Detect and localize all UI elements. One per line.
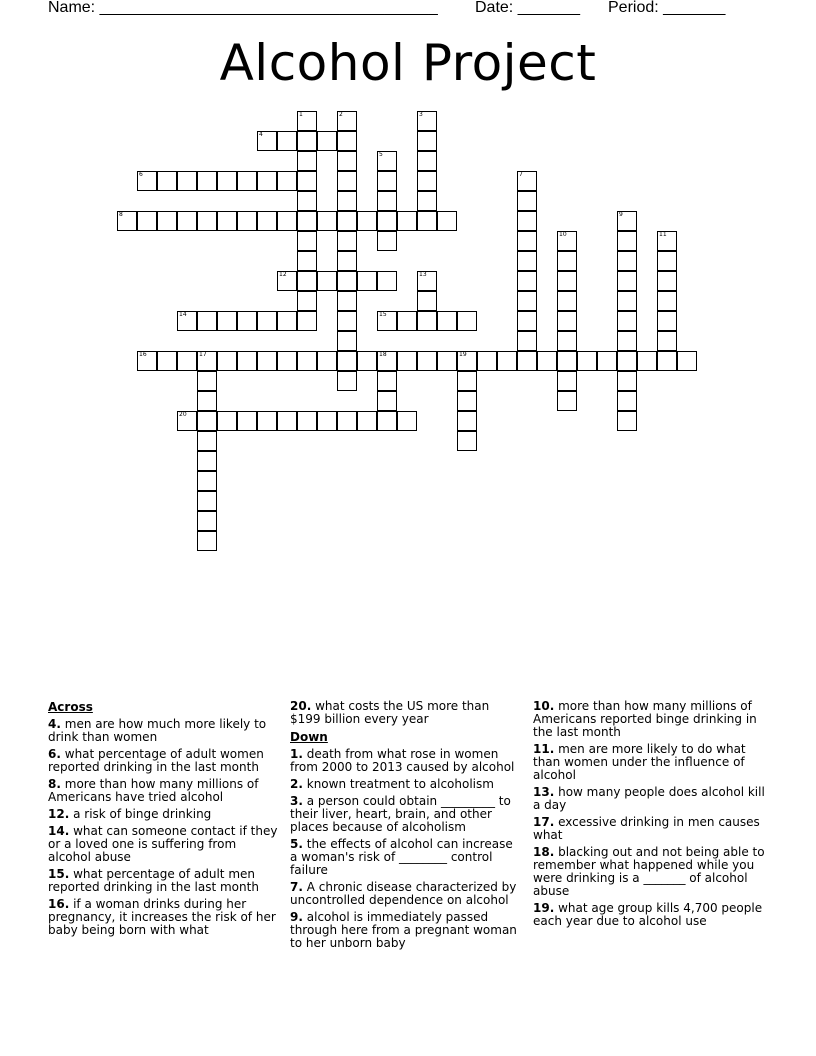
clue-text: the effects of alcohol can increase a woman's risk of ________ control failure [290,837,513,877]
crossword-cell[interactable] [157,351,177,371]
crossword-cell[interactable] [617,351,637,371]
crossword-cell[interactable] [617,411,637,431]
crossword-cell[interactable] [517,251,537,271]
clue-item [290,748,522,774]
crossword-cell[interactable] [197,431,217,451]
clue-item [290,838,522,877]
down-heading: Down [290,730,328,744]
crossword-cell[interactable] [237,411,257,431]
crossword-cell[interactable] [297,251,317,271]
crossword-cell[interactable] [157,171,177,191]
crossword-cell[interactable] [377,211,397,231]
crossword-cell[interactable] [417,151,437,171]
clue-text: what costs the US more than $199 billion every year [290,699,490,726]
crossword-cell[interactable] [377,391,397,411]
crossword-cell[interactable] [197,471,217,491]
clue-item [533,902,765,928]
crossword-cell[interactable] [557,371,577,391]
crossword-cell[interactable] [257,211,277,231]
cell-number: 14 [179,311,187,318]
clue-text: death from what rose in women from 2000 to 2013 caused by alcohol [290,747,515,774]
clue-item [533,743,765,782]
crossword-cell[interactable] [397,311,417,331]
clue-text: what age group kills 4,700 people each year due to alcohol use [533,901,763,928]
crossword-cell[interactable] [517,231,537,251]
crossword-cell[interactable] [297,131,317,151]
clue-text: a risk of binge drinking [73,807,212,821]
crossword-cell[interactable] [417,131,437,151]
crossword-cell[interactable] [537,351,557,371]
crossword-cell[interactable] [557,331,577,351]
clue-number: 19. [533,901,555,915]
clue-number: 6. [48,747,61,761]
crossword-cell[interactable] [657,251,677,271]
clue-item [290,881,522,907]
crossword-cell[interactable] [557,311,577,331]
clue-item [290,700,522,726]
crossword-cell[interactable] [517,311,537,331]
crossword-cell[interactable] [557,251,577,271]
crossword-cell[interactable] [217,351,237,371]
crossword-cell[interactable] [357,351,377,371]
clue-item [48,748,280,774]
crossword-cell[interactable] [297,151,317,171]
crossword-cell[interactable] [617,391,637,411]
clue-item [533,846,765,898]
crossword-cell[interactable] [197,171,217,191]
clue-item [48,898,280,937]
clue-number: 2. [290,777,303,791]
crossword-cell[interactable] [577,351,597,371]
crossword-cell[interactable] [417,311,437,331]
crossword-cell[interactable] [377,191,397,211]
crossword-cell[interactable] [397,411,417,431]
clue-text: what percentage of adult women reported drinking in the last month [48,747,264,774]
cell-number: 10 [559,231,567,238]
crossword-cell[interactable] [617,371,637,391]
crossword-cell[interactable] [557,271,577,291]
cell-number: 19 [459,351,467,358]
crossword-cell[interactable] [337,411,357,431]
clue-text: more than how many millions of Americans have tried alcohol [48,777,259,804]
crossword-cell[interactable] [417,171,437,191]
crossword-cell[interactable] [237,171,257,191]
crossword-cell[interactable] [357,411,377,431]
crossword-cell[interactable] [377,171,397,191]
crossword-cell[interactable] [217,311,237,331]
crossword-cell[interactable] [657,311,677,331]
crossword-cell[interactable] [517,271,537,291]
crossword-cell[interactable] [657,331,677,351]
clue-item [48,778,280,804]
clue-item [533,786,765,812]
crossword-cell[interactable] [297,291,317,311]
clue-item [48,868,280,894]
crossword-cell[interactable] [257,171,277,191]
crossword-cell[interactable] [197,531,217,551]
crossword-cell[interactable] [317,211,337,231]
clue-item [290,778,522,791]
crossword-cell[interactable] [177,211,197,231]
cell-number: 20 [179,411,187,418]
crossword-cell[interactable] [297,211,317,231]
clue-number: 10. [533,699,555,713]
crossword-cell[interactable] [557,291,577,311]
cell-number: 1 [299,111,303,118]
cell-number: 15 [379,311,387,318]
clue-text: alcohol is immediately passed through here from a pregnant woman to her unborn baby [290,910,517,950]
crossword-cell[interactable] [377,231,397,251]
crossword-cell[interactable] [217,171,237,191]
crossword-cell[interactable] [517,331,537,351]
clues-column-1 [48,700,280,941]
crossword-cell[interactable] [457,411,477,431]
period-field-label[interactable]: Period: _______ [608,0,726,16]
crossword-cell[interactable] [437,351,457,371]
crossword-cell[interactable] [317,351,337,371]
crossword-cell[interactable] [297,311,317,331]
crossword-cell[interactable] [457,371,477,391]
crossword-cell[interactable] [317,131,337,151]
crossword-cell[interactable] [197,371,217,391]
crossword-cell[interactable] [417,291,437,311]
crossword-cell[interactable] [517,191,537,211]
crossword-cell[interactable] [197,391,217,411]
clue-number: 20. [290,699,312,713]
clue-number: 18. [533,845,555,859]
crossword-cell[interactable] [677,351,697,371]
crossword-cell[interactable] [377,411,397,431]
clue-text: blacking out and not being able to remember what happened while you were drinking is a _______ of alcohol abuse [533,845,765,898]
cell-number: 5 [379,151,383,158]
crossword-cell[interactable] [217,411,237,431]
crossword-cell[interactable] [197,511,217,531]
crossword-cell[interactable] [417,191,437,211]
page-title: Alcohol Project [219,34,597,92]
cell-number: 16 [139,351,147,358]
clue-text: what can someone contact if they or a loved one is suffering from alcohol abuse [48,824,278,864]
crossword-cell[interactable] [297,271,317,291]
crossword-cell[interactable] [297,191,317,211]
clue-item [48,718,280,744]
clue-number: 9. [290,910,303,924]
crossword-cell[interactable] [517,351,537,371]
crossword-cell[interactable] [457,311,477,331]
clue-text: men are more likely to do what than women under the influence of alcohol [533,742,746,782]
crossword-cell[interactable] [337,331,357,351]
crossword-cell[interactable] [237,351,257,371]
crossword-cell[interactable] [337,151,357,171]
crossword-cell[interactable] [457,431,477,451]
crossword-cell[interactable] [277,211,297,231]
clue-number: 7. [290,880,303,894]
cell-number: 8 [119,211,123,218]
clue-number: 4. [48,717,61,731]
crossword-cell[interactable] [617,271,637,291]
name-field-label[interactable]: Name: ______________________________________ [48,0,438,16]
crossword-cell[interactable] [317,411,337,431]
crossword-cell[interactable] [657,271,677,291]
clue-item [48,808,280,821]
clue-text: known treatment to alcoholism [306,777,494,791]
crossword-cell[interactable] [337,351,357,371]
clue-number: 14. [48,824,70,838]
cell-number: 12 [279,271,287,278]
crossword-cell[interactable] [237,311,257,331]
crossword-cell[interactable] [197,451,217,471]
clue-number: 17. [533,815,555,829]
crossword-cell[interactable] [237,211,257,231]
crossword-cell[interactable] [277,311,297,331]
crossword-cell[interactable] [257,311,277,331]
cell-number: 3 [419,111,423,118]
clue-text: if a woman drinks during her pregnancy, it increases the risk of her baby being born with what [48,897,276,937]
clue-number: 13. [533,785,555,799]
crossword-cell[interactable] [617,231,637,251]
crossword-cell[interactable] [417,351,437,371]
crossword-cell[interactable] [437,211,457,231]
crossword-cell[interactable] [337,291,357,311]
clue-number: 5. [290,837,303,851]
crossword-cell[interactable] [337,271,357,291]
crossword-cell[interactable] [397,351,417,371]
cell-number: 7 [519,171,523,178]
crossword-cell[interactable] [337,211,357,231]
cell-number: 11 [659,231,667,238]
crossword-cell[interactable] [617,251,637,271]
crossword-cell[interactable] [337,311,357,331]
clue-number: 1. [290,747,303,761]
clue-text: men are how much more likely to drink than women [48,717,267,744]
crossword-cell[interactable] [157,211,177,231]
crossword-cell[interactable] [297,171,317,191]
crossword-cell[interactable] [457,391,477,411]
clues-column-3 [533,700,765,932]
crossword-cell[interactable] [277,351,297,371]
clue-text: how many people does alcohol kill a day [533,785,765,812]
crossword-cell[interactable] [337,131,357,151]
cell-number: 18 [379,351,387,358]
crossword-cell[interactable] [377,271,397,291]
crossword-cell[interactable] [177,351,197,371]
crossword-cell[interactable] [277,131,297,151]
crossword-cell[interactable] [477,351,497,371]
clue-text: A chronic disease characterized by uncontrolled dependence on alcohol [290,880,517,907]
crossword-cell[interactable] [297,351,317,371]
clue-number: 15. [48,867,70,881]
crossword-cell[interactable] [337,231,357,251]
crossword-cell[interactable] [197,311,217,331]
clue-text: more than how many millions of Americans reported binge drinking in the last month [533,699,757,739]
crossword-cell[interactable] [557,391,577,411]
crossword-cell[interactable] [337,191,357,211]
cell-number: 17 [199,351,207,358]
crossword-cell[interactable] [517,211,537,231]
crossword-cell[interactable] [657,291,677,311]
cell-number: 9 [619,211,623,218]
crossword-cell[interactable] [617,291,637,311]
clue-number: 11. [533,742,555,756]
crossword-cell[interactable] [277,411,297,431]
clue-item [290,911,522,950]
crossword-cell[interactable] [257,351,277,371]
crossword-cell[interactable] [357,211,377,231]
crossword-cell[interactable] [297,411,317,431]
clue-number: 3. [290,794,303,808]
cell-number: 4 [259,131,263,138]
crossword-cell[interactable] [337,251,357,271]
crossword-cell[interactable] [437,311,457,331]
crossword-cell[interactable] [297,231,317,251]
crossword-cell[interactable] [337,371,357,391]
crossword-cell[interactable] [277,171,297,191]
crossword-cell[interactable] [657,351,677,371]
clue-text: excessive drinking in men causes what [533,815,760,842]
crossword-cell[interactable] [597,351,617,371]
clue-text: what percentage of adult men reported drinking in the last month [48,867,259,894]
crossword-cell[interactable] [357,271,377,291]
crossword-cell[interactable] [497,351,517,371]
crossword-cell[interactable] [217,211,237,231]
crossword-cell[interactable] [197,491,217,511]
crossword-cell[interactable] [517,291,537,311]
crossword-cell[interactable] [137,211,157,231]
crossword-cell[interactable] [317,271,337,291]
cell-number: 6 [139,171,143,178]
crossword-cell[interactable] [617,331,637,351]
crossword-cell[interactable] [377,371,397,391]
clues-column-2 [290,700,522,954]
crossword-cell[interactable] [197,211,217,231]
crossword-cell[interactable] [177,171,197,191]
crossword-cell[interactable] [257,411,277,431]
clue-item [48,825,280,864]
crossword-cell[interactable] [637,351,657,371]
clue-item [533,816,765,842]
clue-number: 16. [48,897,70,911]
crossword-cell[interactable] [197,411,217,431]
clue-item [533,700,765,739]
crossword-cell[interactable] [397,211,417,231]
clue-number: 8. [48,777,61,791]
clue-item [290,795,522,834]
crossword-cell[interactable] [617,311,637,331]
across-heading: Across [48,700,93,714]
clue-number: 12. [48,807,70,821]
cell-number: 2 [339,111,343,118]
date-field-label[interactable]: Date: _______ [475,0,580,16]
crossword-cell[interactable] [417,211,437,231]
clue-text: a person could obtain _________ to their liver, heart, brain, and other places because of alcoholism [290,794,511,834]
cell-number: 13 [419,271,427,278]
crossword-cell[interactable] [557,351,577,371]
crossword-cell[interactable] [337,171,357,191]
